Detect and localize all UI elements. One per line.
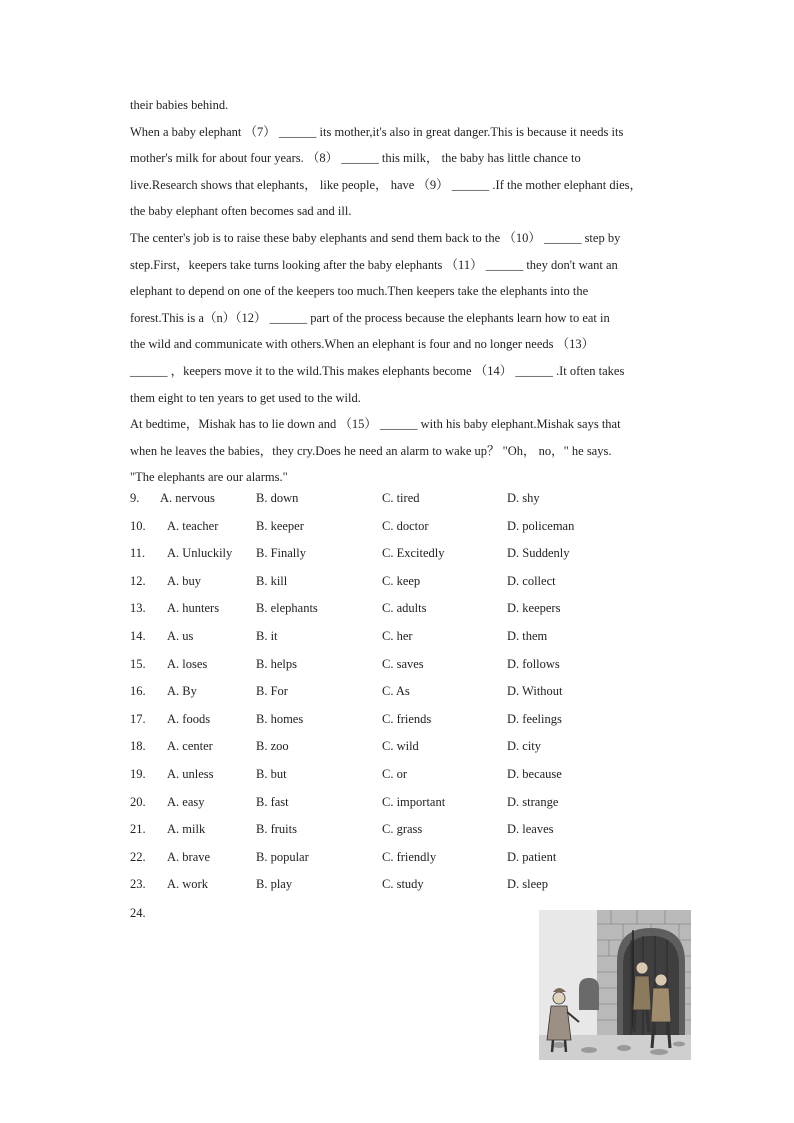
question-number: 17. bbox=[130, 711, 146, 726]
option-a: A. hunters bbox=[167, 601, 220, 616]
option-c: C. adults bbox=[382, 601, 427, 616]
question-number: 11. bbox=[130, 546, 146, 561]
question-number: 22. bbox=[130, 849, 146, 864]
option-c: C. keep bbox=[382, 573, 421, 588]
question-number: 19. bbox=[130, 766, 146, 781]
option-c: C. grass bbox=[382, 822, 423, 837]
option-d: D. patient bbox=[507, 849, 557, 864]
passage-line: the wild and communicate with others.When an elephant is four and no longer needs （13） bbox=[130, 337, 595, 352]
option-d: D. feelings bbox=[507, 711, 562, 726]
passage-line: step.First，keepers take turns looking after the baby elephants （11） ______ they don't want an bbox=[130, 257, 618, 272]
option-c: C. friends bbox=[382, 711, 432, 726]
multiple-choice-options bbox=[130, 485, 690, 899]
question-number: 14. bbox=[130, 628, 146, 643]
reading-passage bbox=[130, 92, 700, 491]
option-b: B. but bbox=[256, 766, 287, 781]
passage-line: their babies behind. bbox=[130, 98, 229, 112]
option-a: A. center bbox=[167, 739, 213, 754]
option-d: D. leaves bbox=[507, 822, 554, 837]
question-number: 21. bbox=[130, 822, 146, 837]
question-number: 12. bbox=[130, 573, 146, 588]
option-c: C. As bbox=[382, 684, 410, 699]
question-number: 20. bbox=[130, 794, 146, 809]
option-a: A. us bbox=[167, 628, 194, 643]
option-c: C. saves bbox=[382, 656, 424, 671]
option-b: B. zoo bbox=[256, 739, 289, 754]
question-row-21 bbox=[130, 816, 690, 844]
question-number: 10. bbox=[130, 518, 146, 533]
question-number: 18. bbox=[130, 739, 146, 754]
question-number: 16. bbox=[130, 684, 146, 699]
option-c: C. her bbox=[382, 628, 413, 643]
option-b: B. fast bbox=[256, 794, 289, 809]
question-row-23 bbox=[130, 871, 690, 899]
option-a: A. teacher bbox=[167, 518, 219, 533]
passage-line: when he leaves the babies，they cry.Does he need an alarm to wake up？ "Oh， no，" he says. bbox=[130, 443, 612, 458]
question-number: 23. bbox=[130, 877, 146, 892]
question-row-10 bbox=[130, 513, 690, 541]
question-row-20 bbox=[130, 789, 690, 817]
option-d: D. collect bbox=[507, 573, 556, 588]
question-number: 9. bbox=[130, 491, 140, 505]
option-c: C. friendly bbox=[382, 849, 437, 864]
passage-line: When a baby elephant （7） ______ its mother,it's also in great danger.This is because it needs its bbox=[130, 124, 624, 139]
option-a: A. By bbox=[167, 684, 197, 699]
option-a: A. buy bbox=[167, 573, 202, 588]
question-number: 13. bbox=[130, 601, 146, 616]
option-b: B. it bbox=[256, 628, 278, 643]
question-number: 15. bbox=[130, 656, 146, 671]
option-a: A. loses bbox=[167, 656, 208, 671]
option-c: C. or bbox=[382, 766, 407, 781]
question-row-19 bbox=[130, 761, 690, 789]
castle-gate-guards-illustration bbox=[539, 910, 691, 1060]
question-row-11 bbox=[130, 540, 690, 568]
question-24-number: 24. bbox=[130, 906, 146, 920]
question-row-22 bbox=[130, 844, 690, 872]
option-c: C. important bbox=[382, 794, 446, 809]
question-row-13 bbox=[130, 595, 690, 623]
option-b: B. homes bbox=[256, 711, 304, 726]
option-d: D. Without bbox=[507, 684, 563, 699]
question-row-16 bbox=[130, 678, 690, 706]
passage-line: the baby elephant often becomes sad and ill. bbox=[130, 204, 352, 219]
option-a: A. work bbox=[167, 877, 208, 892]
option-d: D. policeman bbox=[507, 518, 575, 533]
option-d: D. them bbox=[507, 628, 548, 643]
question-row-9 bbox=[130, 485, 690, 513]
option-b: B. helps bbox=[256, 656, 297, 671]
question-row-17 bbox=[130, 706, 690, 734]
option-c: C. tired bbox=[382, 491, 420, 505]
question-row-18 bbox=[130, 733, 690, 761]
passage-line: The center's job is to raise these baby elephants and send them back to the （10） ______ step by bbox=[130, 230, 621, 245]
question-row-12 bbox=[130, 568, 690, 596]
passage-line: live.Research shows that elephants， like people， have （9） ______ .If the mother elephant dies， bbox=[130, 177, 643, 192]
option-c: C. Excitedly bbox=[382, 546, 445, 561]
option-a: A. unless bbox=[167, 766, 214, 781]
passage-line: them eight to ten years to get used to the wild. bbox=[130, 390, 361, 405]
option-d: D. sleep bbox=[507, 877, 548, 892]
option-d: D. strange bbox=[507, 794, 559, 809]
option-d: D. keepers bbox=[507, 601, 561, 616]
passage-line: elephant to depend on one of the keepers too much.Then keepers take the elephants into the bbox=[130, 284, 589, 299]
option-d: D. Suddenly bbox=[507, 546, 570, 561]
option-d: D. follows bbox=[507, 656, 560, 671]
option-b: B. fruits bbox=[256, 822, 297, 837]
option-a: A. easy bbox=[167, 794, 205, 809]
option-a: A. Unluckily bbox=[167, 546, 233, 561]
option-b: B. popular bbox=[256, 849, 309, 864]
option-a: A. foods bbox=[167, 711, 211, 726]
option-d: D. city bbox=[507, 739, 542, 754]
option-a: A. nervous bbox=[160, 491, 215, 505]
option-b: B. For bbox=[256, 684, 288, 699]
option-c: C. study bbox=[382, 877, 424, 892]
option-b: B. play bbox=[256, 877, 293, 892]
question-row-15 bbox=[130, 651, 690, 679]
passage-line: forest.This is a（n）（12） ______ part of the process because the elephants learn how to eat in bbox=[130, 310, 610, 325]
passage-line: mother's milk for about four years. （8） ______ this milk， the baby has little chance to bbox=[130, 151, 581, 166]
option-d: D. shy bbox=[507, 491, 540, 505]
option-b: B. down bbox=[256, 491, 299, 505]
passage-line: "The elephants are our alarms." bbox=[130, 470, 288, 485]
passage-line: At bedtime，Mishak has to lie down and （15） ______ with his baby elephant.Mishak says that bbox=[130, 417, 621, 432]
option-b: B. Finally bbox=[256, 546, 307, 561]
passage-line: ______ ，keepers move it to the wild.This makes elephants become （14） ______ .It often takes bbox=[130, 363, 625, 378]
option-b: B. kill bbox=[256, 573, 288, 588]
option-c: C. doctor bbox=[382, 518, 429, 533]
option-a: A. milk bbox=[167, 822, 206, 837]
option-c: C. wild bbox=[382, 739, 419, 754]
option-b: B. keeper bbox=[256, 518, 304, 533]
option-b: B. elephants bbox=[256, 601, 318, 616]
question-row-14 bbox=[130, 623, 690, 651]
option-d: D. because bbox=[507, 766, 562, 781]
option-a: A. brave bbox=[167, 849, 211, 864]
